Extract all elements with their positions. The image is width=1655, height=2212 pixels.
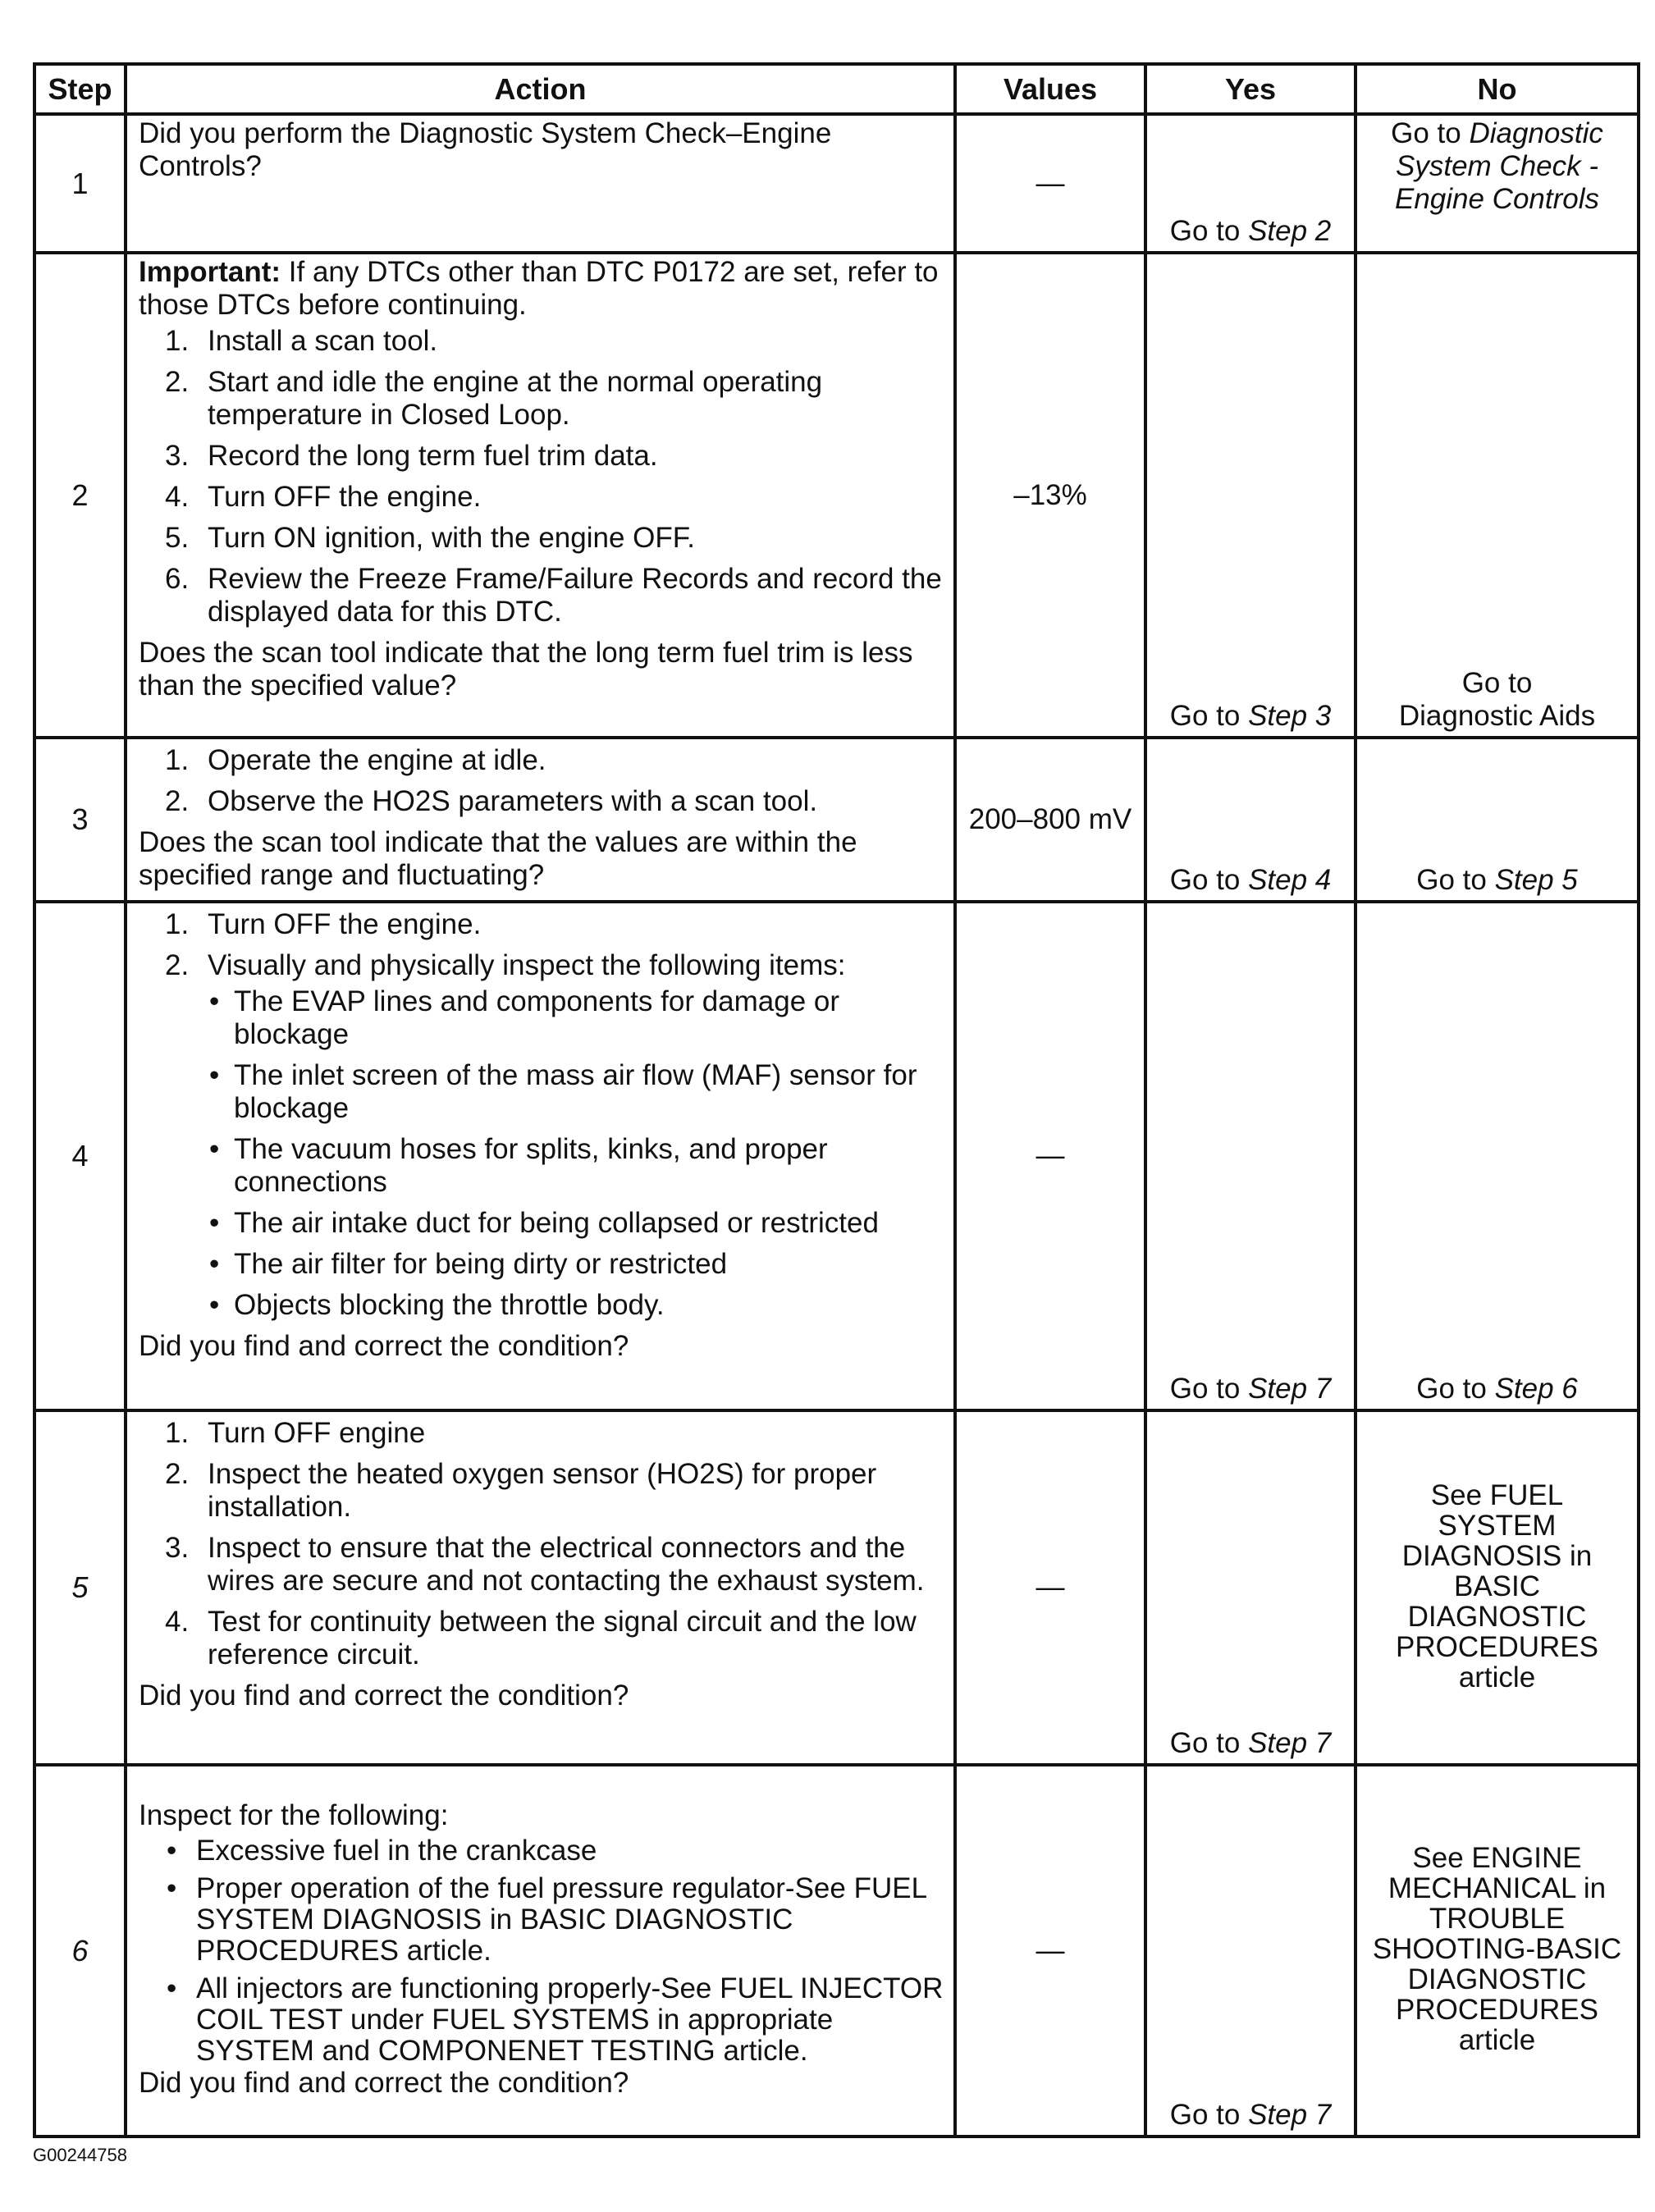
action-cell xyxy=(126,114,955,253)
bullet-item: • The air filter for being dirty or restricted xyxy=(209,1248,728,1280)
list-item: 2. Inspect the heated oxygen sensor (HO2S) for proper installation. xyxy=(165,1458,877,1523)
step-number: 4 xyxy=(34,902,126,1410)
inspection-items xyxy=(208,985,944,1322)
procedure-list xyxy=(139,1417,944,1671)
values-cell: 200–800 mV xyxy=(955,738,1145,902)
bullet-item: • All injectors are functioning properly-See FUEL INJECTOR COIL TEST under FUEL SYSTEMS in appropriate SYSTEM and COMPONENET TESTING article. xyxy=(167,1972,944,2067)
procedure-list xyxy=(139,325,944,628)
diagnostic-table xyxy=(33,62,1640,2138)
step-number: 6 xyxy=(34,1765,126,2137)
values-cell: — xyxy=(955,114,1145,253)
yes-target: Step 7 xyxy=(1248,1373,1332,1405)
procedure-list xyxy=(139,744,944,818)
inspection-items xyxy=(139,1835,944,2067)
step-number: 1 xyxy=(34,114,126,253)
table-row-step-2 xyxy=(34,253,1639,738)
list-item: 1. Install a scan tool. xyxy=(165,325,438,357)
no-target: Step 6 xyxy=(1494,1373,1578,1405)
no-cell xyxy=(1356,738,1639,902)
table-row-step-4 xyxy=(34,902,1639,1410)
important-note xyxy=(139,256,944,322)
header-action: Action xyxy=(126,64,955,114)
list-item: 3. Inspect to ensure that the electrical connectors and the wires are secure and not contacting the exhaust system. xyxy=(165,1532,925,1597)
no-cell xyxy=(1356,902,1639,1410)
yes-cell xyxy=(1145,738,1356,902)
list-item: 2. Observe the HO2S parameters with a scan tool. xyxy=(165,785,818,817)
list-item: 4. Turn OFF the engine. xyxy=(165,481,482,513)
no-prefix: Go to xyxy=(1416,1373,1487,1405)
table-row-step-1 xyxy=(34,114,1639,253)
list-item: 1. Operate the engine at idle. xyxy=(165,744,546,776)
no-cell: See ENGINE MECHANICAL in TROUBLE SHOOTING-BASIC DIAGNOSTIC PROCEDURES article xyxy=(1356,1765,1639,2137)
table-row-step-5 xyxy=(34,1410,1639,1765)
yes-cell xyxy=(1145,902,1356,1410)
bullet-item: • The vacuum hoses for splits, kinks, and proper connections xyxy=(209,1133,828,1198)
yes-prefix: Go to xyxy=(1169,2099,1241,2131)
yes-target: Step 2 xyxy=(1248,215,1332,247)
no-target: Step 5 xyxy=(1494,864,1578,896)
no-cell: See FUEL SYSTEM DIAGNOSIS in BASIC DIAGNOSTIC PROCEDURES article xyxy=(1356,1410,1639,1765)
yes-prefix: Go to xyxy=(1169,864,1241,896)
no-cell xyxy=(1356,114,1639,253)
list-item: 2. Start and idle the engine at the normal operating temperature in Closed Loop. xyxy=(165,366,823,431)
bullet-item: • Excessive fuel in the crankcase xyxy=(167,1834,597,1867)
no-prefix: Go to xyxy=(1391,117,1461,149)
action-cell xyxy=(126,1765,955,2137)
figure-code: G00244758 xyxy=(33,2145,127,2165)
bullet-item: • The inlet screen of the mass air flow (MAF) sensor for blockage xyxy=(209,1059,917,1124)
header-no: No xyxy=(1356,64,1639,114)
yes-cell xyxy=(1145,1765,1356,2137)
no-cell xyxy=(1356,253,1639,738)
bullet-item: • Proper operation of the fuel pressure regulator-See FUEL SYSTEM DIAGNOSIS in BASIC DIAGNOSTIC PROCEDURES article. xyxy=(167,1872,926,1967)
bullet-item: • Objects blocking the throttle body. xyxy=(209,1289,665,1321)
action-cell xyxy=(126,1410,955,1765)
list-item: 6. Review the Freeze Frame/Failure Records and record the displayed data for this DTC. xyxy=(165,563,942,628)
action-cell xyxy=(126,738,955,902)
important-text: If any DTCs other than DTC P0172 are set, refer to those DTCs before continuing. xyxy=(139,256,939,321)
yes-cell xyxy=(1145,253,1356,738)
no-target: Diagnostic System Check - Engine Controls xyxy=(1394,117,1603,215)
yes-target: Step 4 xyxy=(1248,864,1332,896)
action-question: Does the scan tool indicate that the values are within the specified range and fluctuating? xyxy=(139,826,857,891)
action-question: Does the scan tool indicate that the long term fuel trim is less than the specified value? xyxy=(139,637,913,702)
header-values: Values xyxy=(955,64,1145,114)
inspection-intro: Inspect for the following: xyxy=(139,1798,449,1831)
yes-target: Step 7 xyxy=(1248,1727,1332,1759)
action-question: Did you find and correct the condition? xyxy=(139,1330,629,1362)
no-prefix: Go to xyxy=(1416,864,1487,896)
header-yes: Yes xyxy=(1145,64,1356,114)
yes-target: Step 7 xyxy=(1248,2099,1332,2131)
list-item: 1. Turn OFF the engine. xyxy=(165,908,482,940)
action-question: Did you find and correct the condition? xyxy=(139,2066,629,2099)
step-number: 5 xyxy=(34,1410,126,1765)
yes-target: Step 3 xyxy=(1248,700,1332,732)
header-row xyxy=(34,64,1639,114)
important-label: Important: xyxy=(139,256,281,288)
action-cell xyxy=(126,902,955,1410)
yes-cell xyxy=(1145,1410,1356,1765)
list-item: 5. Turn ON ignition, with the engine OFF. xyxy=(165,522,695,554)
list-item: 3. Record the long term fuel trim data. xyxy=(165,440,658,472)
action-question: Did you find and correct the condition? xyxy=(139,1680,629,1712)
list-item: 2. Visually and physically inspect the following items: • The EVAP lines and components for damage or blockage • The inlet screen of the mass air flow (MAF) sensor for blockage • The vacuum hoses for splits, kinks, and proper connections • The air intake duct for being collapsed or restricted • The air filter for being dirty or restricted • Objects blocking the throttle body. xyxy=(139,949,944,1322)
list-item: 1. Turn OFF engine xyxy=(165,1417,426,1449)
yes-cell xyxy=(1145,114,1356,253)
step-number: 2 xyxy=(34,253,126,738)
table-row-step-6 xyxy=(34,1765,1639,2137)
values-cell: — xyxy=(955,1765,1145,2137)
bullet-item: • The EVAP lines and components for damage or blockage xyxy=(209,985,840,1050)
header-step: Step xyxy=(34,64,126,114)
list-item: 4. Test for continuity between the signal circuit and the low reference circuit. xyxy=(165,1606,917,1670)
procedure-list xyxy=(139,908,944,1322)
yes-prefix: Go to xyxy=(1169,1373,1241,1405)
action-cell xyxy=(126,253,955,738)
action-question: Did you perform the Diagnostic System Check–Engine Controls? xyxy=(139,117,832,182)
yes-prefix: Go to xyxy=(1169,700,1241,732)
values-cell: –13% xyxy=(955,253,1145,738)
no-line: Go to xyxy=(1461,667,1533,699)
bullet-item: • The air intake duct for being collapsed or restricted xyxy=(209,1207,879,1239)
table-row-step-3 xyxy=(34,738,1639,902)
values-cell: — xyxy=(955,902,1145,1410)
no-line: Diagnostic Aids xyxy=(1398,700,1596,732)
yes-prefix: Go to xyxy=(1169,1727,1241,1759)
yes-prefix: Go to xyxy=(1169,215,1241,247)
step-number: 3 xyxy=(34,738,126,902)
values-cell: — xyxy=(955,1410,1145,1765)
